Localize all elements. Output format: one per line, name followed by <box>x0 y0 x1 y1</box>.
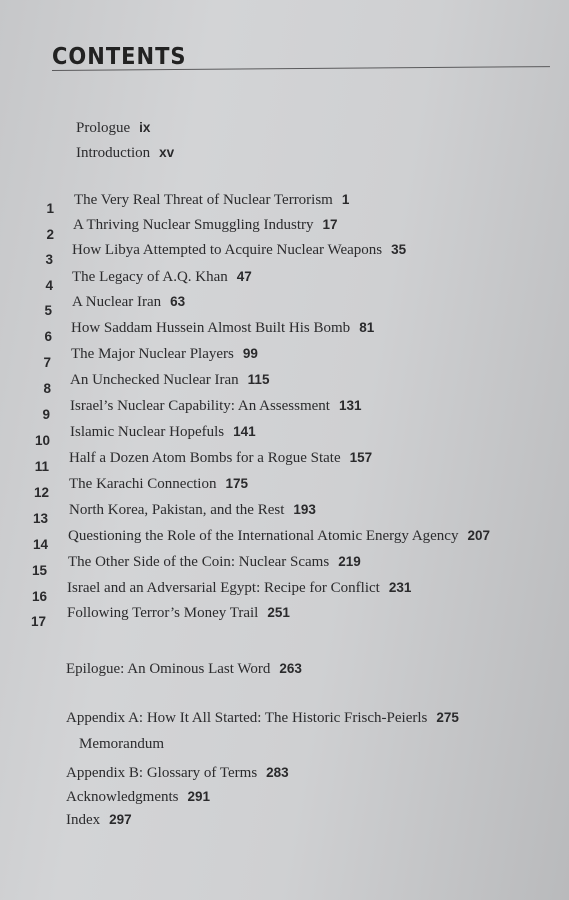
chapter-number: 17 <box>30 614 46 629</box>
entry-page: 63 <box>170 294 186 309</box>
entry-page: 99 <box>242 346 258 361</box>
chapter-number: 8 <box>43 381 51 396</box>
chapter-number: 14 <box>32 537 48 552</box>
entry-title: How Libya Attempted to Acquire Nuclear Weapons <box>72 242 383 258</box>
entry-page: 35 <box>391 242 407 257</box>
entry-title: Appendix B: Glossary of Terms <box>66 765 258 781</box>
entry-title: How Saddam Hussein Almost Built His Bomb <box>71 320 351 336</box>
entry-page: 275 <box>436 710 459 725</box>
entry-page: 251 <box>267 605 290 620</box>
entry-title: Appendix A: How It All Started: The Historic Frisch-Peierls <box>66 710 428 726</box>
entry-page: 291 <box>187 789 211 804</box>
entry-title: Acknowledgments <box>66 789 179 805</box>
entry-page: 115 <box>247 372 270 387</box>
entry-title: The Major Nuclear Players <box>71 346 234 362</box>
entry-page: xv <box>159 145 175 160</box>
toc-entry-chapter-16[interactable] <box>67 580 411 597</box>
entry-page: 263 <box>279 661 302 676</box>
entry-title: Following Terror’s Money Trail <box>67 605 259 621</box>
chapter-number: 13 <box>32 511 48 526</box>
entry-title: An Unchecked Nuclear Iran <box>70 372 239 388</box>
chapter-number: 10 <box>34 433 50 448</box>
entry-page: 141 <box>233 424 256 439</box>
toc-entry-chapter-11[interactable] <box>69 450 372 467</box>
entry-title: Israel’s Nuclear Capability: An Assessment <box>70 398 330 414</box>
entry-title: Islamic Nuclear Hopefuls <box>70 424 225 440</box>
toc-entry-chapter-1[interactable] <box>74 192 349 209</box>
toc-entry-prologue[interactable] <box>76 120 150 137</box>
toc-entry-chapter-8[interactable] <box>70 372 269 389</box>
entry-title: The Other Side of the Coin: Nuclear Scams <box>68 554 330 570</box>
entry-title: Half a Dozen Atom Bombs for a Rogue State <box>69 450 341 466</box>
toc-entry-chapter-12[interactable] <box>69 476 248 493</box>
toc-entry-introduction[interactable] <box>76 145 174 162</box>
toc-entry-chapter-5[interactable] <box>72 294 185 311</box>
toc-entry-acknowledgments[interactable] <box>66 789 210 806</box>
toc-entry-appendix-a[interactable] <box>66 710 459 727</box>
toc-entry-chapter-4[interactable] <box>72 269 252 286</box>
entry-page: 297 <box>109 812 132 827</box>
entry-page: 131 <box>338 398 362 413</box>
entry-title: The Very Real Threat of Nuclear Terrorism <box>74 192 333 208</box>
toc-entry-chapter-10[interactable] <box>70 424 256 441</box>
chapter-number: 9 <box>42 407 50 422</box>
chapter-number: 7 <box>43 355 51 370</box>
chapter-number: 11 <box>34 459 49 474</box>
entry-title: Questioning the Role of the International Atomic Energy Agency <box>68 528 459 544</box>
entry-page: ix <box>139 120 151 135</box>
chapter-number: 12 <box>33 485 49 500</box>
chapter-number: 3 <box>45 252 53 267</box>
entry-title: North Korea, Pakistan, and the Rest <box>69 502 285 518</box>
chapter-number: 1 <box>46 201 54 216</box>
chapter-number: 5 <box>44 303 52 318</box>
toc-entry-appendix-b[interactable] <box>66 765 289 782</box>
chapter-number: 6 <box>44 329 52 344</box>
entry-page: 193 <box>293 502 316 517</box>
toc-entry-chapter-15[interactable] <box>68 554 361 571</box>
entry-title: Prologue <box>76 120 131 136</box>
toc-entry-appendix-a-continuation: Memorandum <box>79 736 164 752</box>
toc-entry-chapter-2[interactable] <box>73 217 338 234</box>
toc-entry-chapter-7[interactable] <box>71 346 258 363</box>
toc-entry-chapter-13[interactable] <box>69 502 316 519</box>
entry-page: 219 <box>338 554 361 569</box>
chapter-number: 16 <box>31 589 47 604</box>
entry-title: Israel and an Adversarial Egypt: Recipe for Conflict <box>67 580 380 596</box>
entry-page: 17 <box>322 217 338 232</box>
toc-entry-index[interactable] <box>66 812 132 829</box>
toc-entry-chapter-6[interactable] <box>71 320 374 337</box>
chapter-number: 4 <box>45 278 53 293</box>
entry-page: 175 <box>225 476 248 491</box>
entry-page: 47 <box>236 269 252 284</box>
entry-title: Index <box>66 812 101 828</box>
entry-page: 231 <box>388 580 412 595</box>
entry-title: The Karachi Connection <box>69 476 217 492</box>
entry-page: 157 <box>349 450 373 465</box>
contents-heading: CONTENTS <box>52 42 187 70</box>
entry-title: The Legacy of A.Q. Khan <box>72 269 228 285</box>
toc-entry-chapter-3[interactable] <box>72 242 406 259</box>
entry-page: 207 <box>467 528 490 543</box>
toc-entry-chapter-9[interactable] <box>70 398 361 415</box>
entry-page: 283 <box>266 765 289 780</box>
toc-entry-epilogue[interactable] <box>66 661 302 678</box>
chapter-number: 15 <box>31 563 47 578</box>
entry-title: Introduction <box>76 145 151 161</box>
chapter-number: 2 <box>46 227 54 242</box>
toc-entry-chapter-17[interactable] <box>67 605 290 622</box>
entry-title: A Nuclear Iran <box>72 294 162 310</box>
entry-title: A Thriving Nuclear Smuggling Industry <box>73 217 314 233</box>
entry-page: 1 <box>341 192 350 207</box>
toc-entry-chapter-14[interactable] <box>68 528 490 545</box>
entry-title: Epilogue: An Ominous Last Word <box>66 661 271 677</box>
entry-page: 81 <box>359 320 375 335</box>
